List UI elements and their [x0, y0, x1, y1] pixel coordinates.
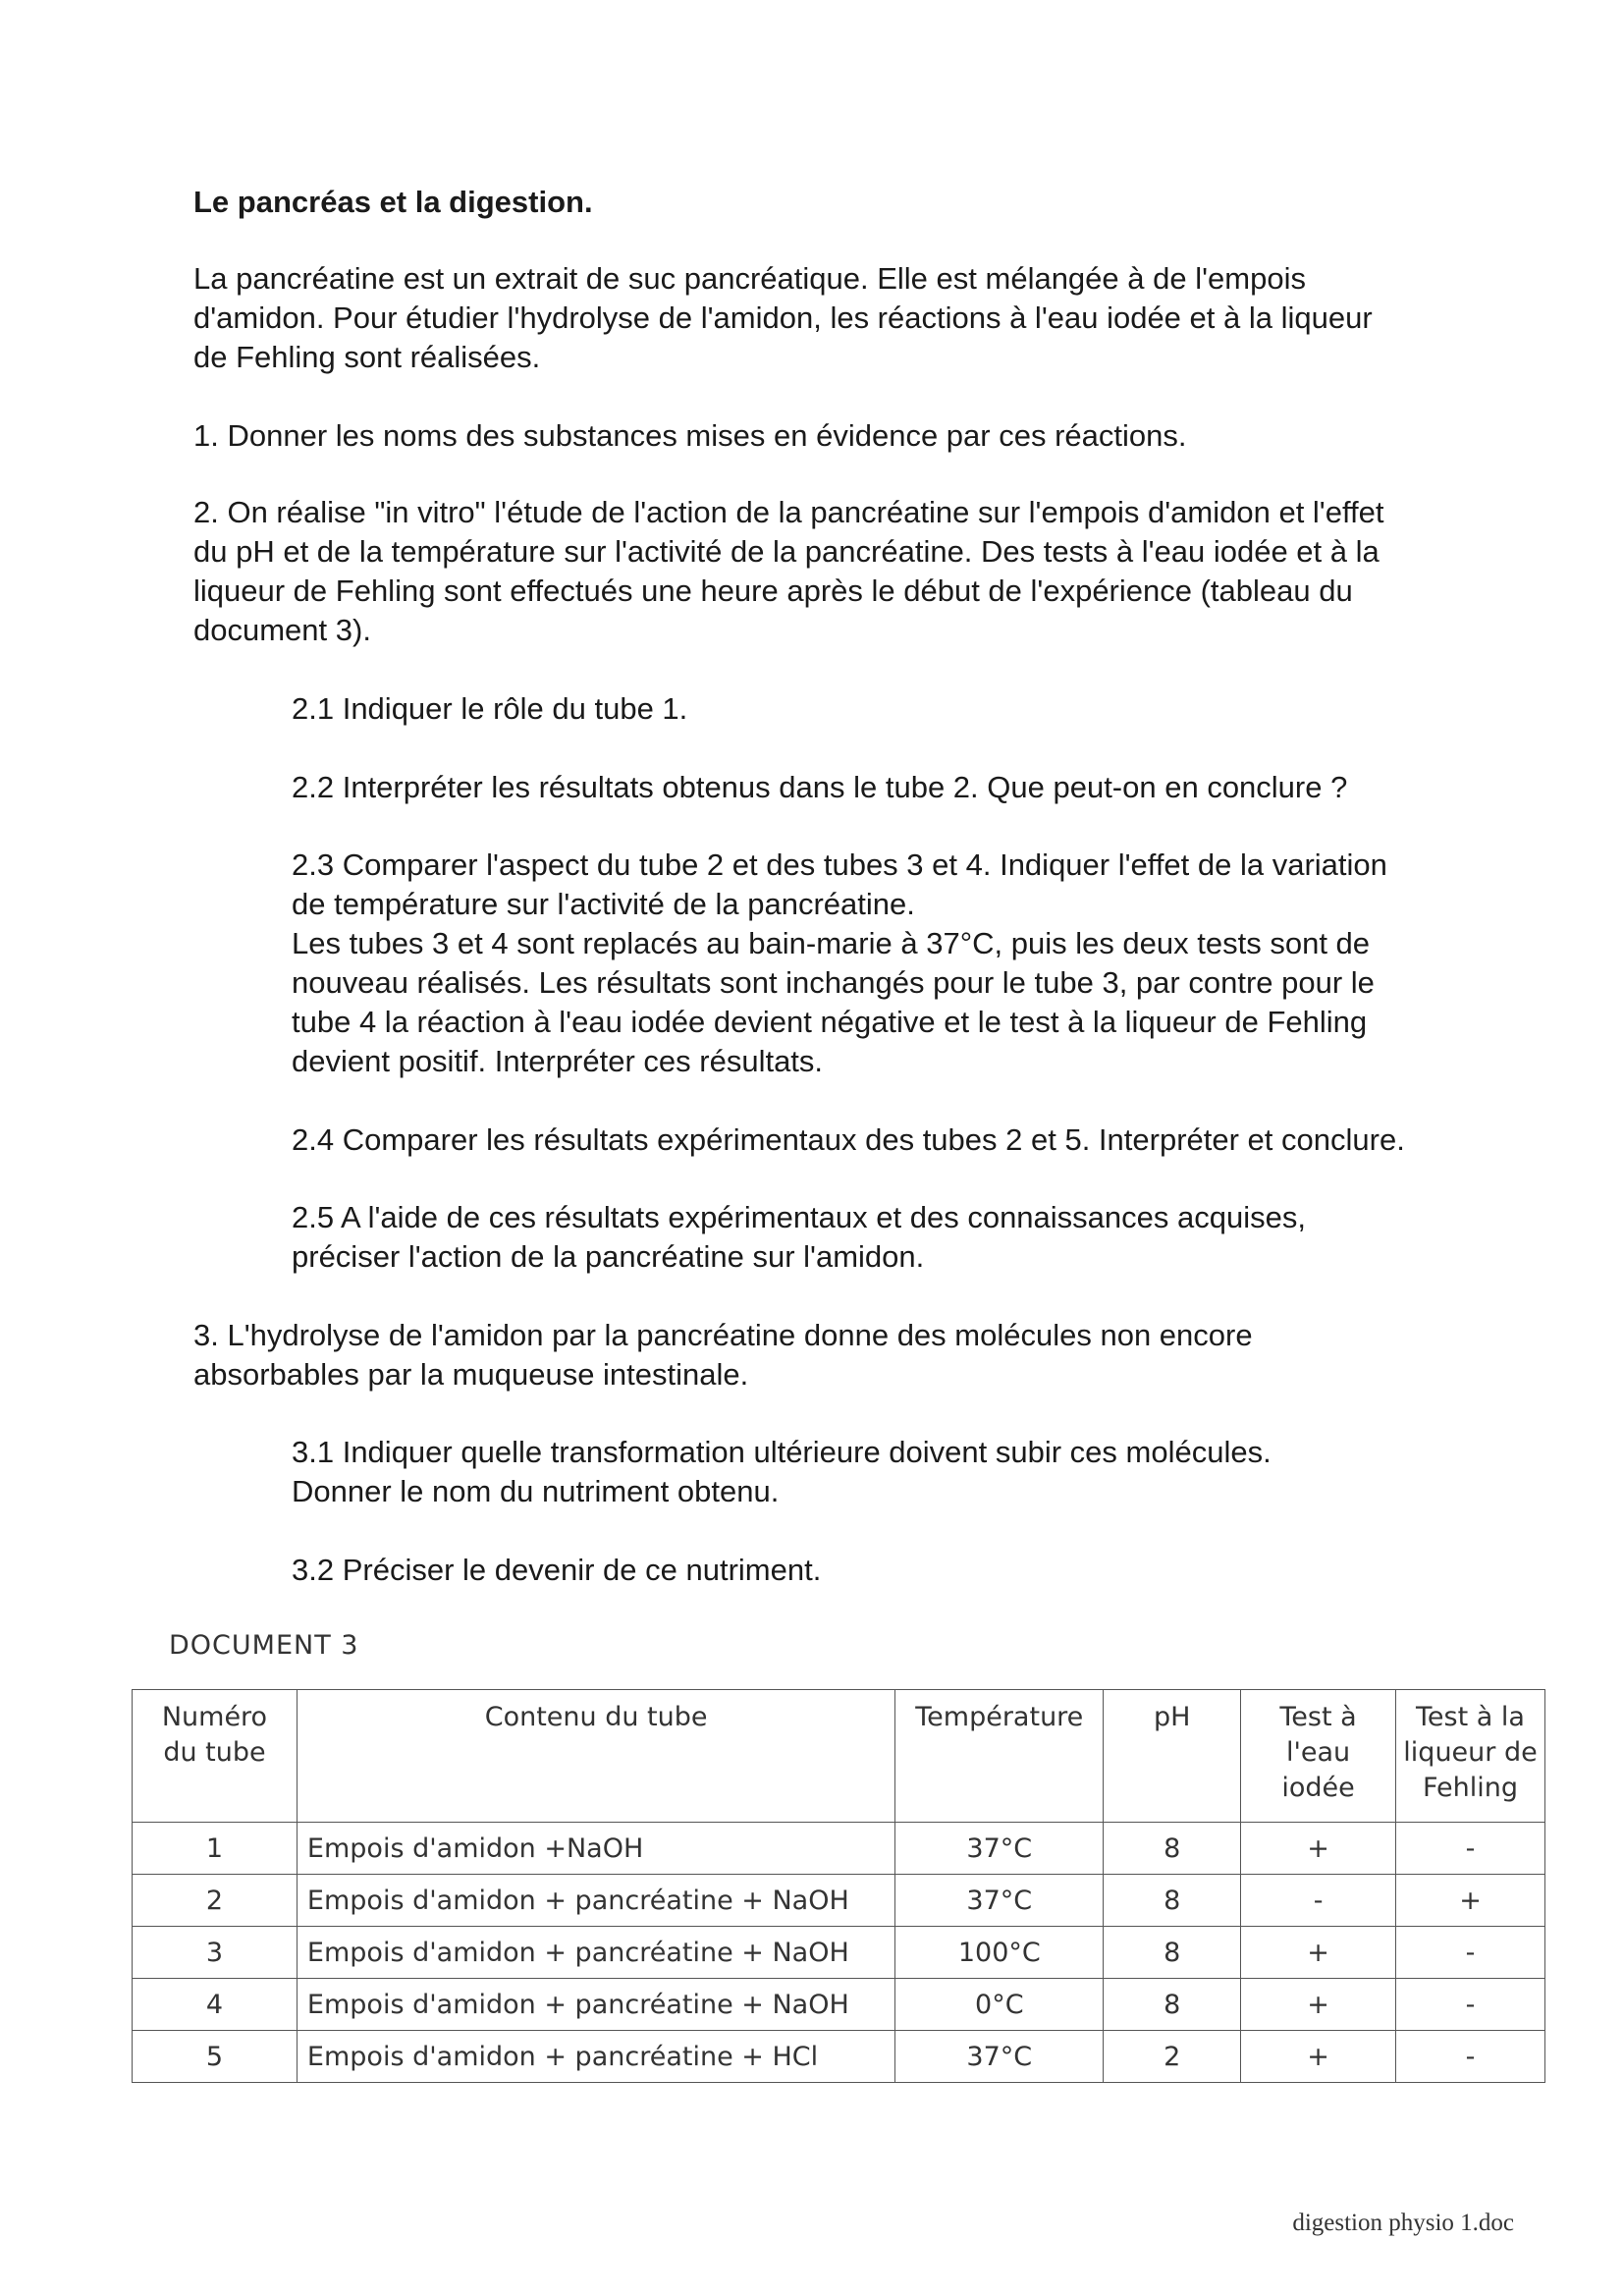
cell-test-iode: +: [1241, 1979, 1396, 2031]
header-ph: [1104, 1690, 1241, 1823]
cell-test-fehling: -: [1396, 1927, 1545, 1979]
table-row: [133, 1823, 1545, 1875]
header-contenu: [297, 1690, 894, 1823]
header-text: Test à: [1279, 1702, 1357, 1732]
cell-numero: 4: [133, 1979, 298, 2031]
cell-ph: 8: [1104, 1823, 1241, 1875]
question-2-line-2: du pH et de la température sur l'activité de la pancréatine. Des tests à l'eau iodée et à la: [193, 534, 1380, 569]
cell-numero: 3: [133, 1927, 298, 1979]
cell-test-iode: +: [1241, 1927, 1396, 1979]
table-row: [133, 1875, 1545, 1927]
document-label: DOCUMENT 3: [169, 1630, 359, 1661]
question-2-line-1: 2. On réalise "in vitro" l'étude de l'action de la pancréatine sur l'empois d'amidon et l'effet: [193, 495, 1384, 529]
question-2-3-line-5: tube 4 la réaction à l'eau iodée devient négative et le test à la liqueur de Fehling: [292, 1005, 1368, 1039]
cell-contenu: Empois d'amidon +NaOH: [297, 1823, 894, 1875]
intro-line-3: de Fehling sont réalisées.: [193, 340, 541, 374]
file-name-footer: digestion physio 1.doc: [1292, 2210, 1514, 2236]
cell-numero: 1: [133, 1823, 298, 1875]
cell-ph: 8: [1104, 1979, 1241, 2031]
cell-temperature: 37°C: [895, 2031, 1104, 2083]
cell-temperature: 0°C: [895, 1979, 1104, 2031]
question-2-3-line-6: devient positif. Interpréter ces résultats.: [292, 1044, 824, 1078]
question-2-5-line-1: 2.5 A l'aide de ces résultats expérimentaux et des connaissances acquises,: [292, 1200, 1306, 1234]
cell-numero: 2: [133, 1875, 298, 1927]
question-1: 1. Donner les noms des substances mises en évidence par ces réactions.: [193, 418, 1187, 453]
header-text: liqueur de: [1403, 1737, 1538, 1768]
table-header-row: [133, 1690, 1545, 1823]
cell-test-iode: -: [1241, 1875, 1396, 1927]
cell-contenu: Empois d'amidon + pancréatine + NaOH: [297, 1875, 894, 1927]
cell-numero: 5: [133, 2031, 298, 2083]
header-text: Contenu du tube: [484, 1702, 708, 1732]
cell-contenu: Empois d'amidon + pancréatine + HCl: [297, 2031, 894, 2083]
question-2-2: 2.2 Interpréter les résultats obtenus dans le tube 2. Que peut-on en conclure ?: [292, 770, 1348, 804]
cell-contenu: Empois d'amidon + pancréatine + NaOH: [297, 1927, 894, 1979]
question-2-1: 2.1 Indiquer le rôle du tube 1.: [292, 691, 688, 726]
question-2-4: 2.4 Comparer les résultats expérimentaux des tubes 2 et 5. Interpréter et conclure.: [292, 1122, 1405, 1157]
question-2-5-line-2: préciser l'action de la pancréatine sur l'amidon.: [292, 1239, 925, 1274]
header-test-eau-iodee: [1241, 1690, 1396, 1823]
question-2-3-line-4: nouveau réalisés. Les résultats sont inchangés pour le tube 3, par contre pour le: [292, 965, 1375, 1000]
question-2-line-4: document 3).: [193, 613, 371, 647]
header-text: pH: [1153, 1702, 1191, 1732]
cell-test-fehling: -: [1396, 2031, 1545, 2083]
results-table: [132, 1689, 1545, 2083]
header-text: du tube: [163, 1737, 266, 1768]
intro-line-2: d'amidon. Pour étudier l'hydrolyse de l'amidon, les réactions à l'eau iodée et à la liqueur: [193, 301, 1373, 335]
question-2-line-3: liqueur de Fehling sont effectués une heure après le début de l'expérience (tableau du: [193, 574, 1353, 608]
cell-test-fehling: -: [1396, 1823, 1545, 1875]
cell-test-fehling: +: [1396, 1875, 1545, 1927]
cell-ph: 2: [1104, 2031, 1241, 2083]
page-title: Le pancréas et la digestion.: [193, 185, 593, 219]
header-text: Température: [915, 1702, 1084, 1732]
cell-test-iode: +: [1241, 2031, 1396, 2083]
cell-temperature: 37°C: [895, 1875, 1104, 1927]
question-3-2: 3.2 Préciser le devenir de ce nutriment.: [292, 1553, 822, 1587]
intro-line-1: La pancréatine est un extrait de suc pancréatique. Elle est mélangée à de l'empois: [193, 261, 1306, 296]
cell-test-fehling: -: [1396, 1979, 1545, 2031]
header-text: l'eau: [1285, 1737, 1351, 1768]
table-row: [133, 1927, 1545, 1979]
cell-ph: 8: [1104, 1927, 1241, 1979]
question-2-3-line-1: 2.3 Comparer l'aspect du tube 2 et des tubes 3 et 4. Indiquer l'effet de la variation: [292, 847, 1387, 882]
question-3-1-line-1: 3.1 Indiquer quelle transformation ultérieure doivent subir ces molécules.: [292, 1435, 1272, 1469]
header-text: Test à la: [1416, 1702, 1525, 1732]
header-numero: [133, 1690, 298, 1823]
header-text: Numéro: [161, 1702, 268, 1732]
question-3-1-line-2: Donner le nom du nutriment obtenu.: [292, 1474, 780, 1508]
question-3-line-1: 3. L'hydrolyse de l'amidon par la pancréatine donne des molécules non encore: [193, 1318, 1253, 1352]
table-row: [133, 2031, 1545, 2083]
cell-contenu: Empois d'amidon + pancréatine + NaOH: [297, 1979, 894, 2031]
question-3-line-2: absorbables par la muqueuse intestinale.: [193, 1357, 749, 1392]
question-2-3-line-3: Les tubes 3 et 4 sont replacés au bain-marie à 37°C, puis les deux tests sont de: [292, 926, 1371, 960]
cell-temperature: 100°C: [895, 1927, 1104, 1979]
question-2-3-line-2: de température sur l'activité de la pancréatine.: [292, 887, 915, 921]
cell-temperature: 37°C: [895, 1823, 1104, 1875]
header-text: Fehling: [1422, 1773, 1519, 1803]
header-test-fehling: [1396, 1690, 1545, 1823]
header-temperature: [895, 1690, 1104, 1823]
cell-test-iode: +: [1241, 1823, 1396, 1875]
table-row: [133, 1979, 1545, 2031]
header-text: iodée: [1281, 1773, 1355, 1803]
cell-ph: 8: [1104, 1875, 1241, 1927]
